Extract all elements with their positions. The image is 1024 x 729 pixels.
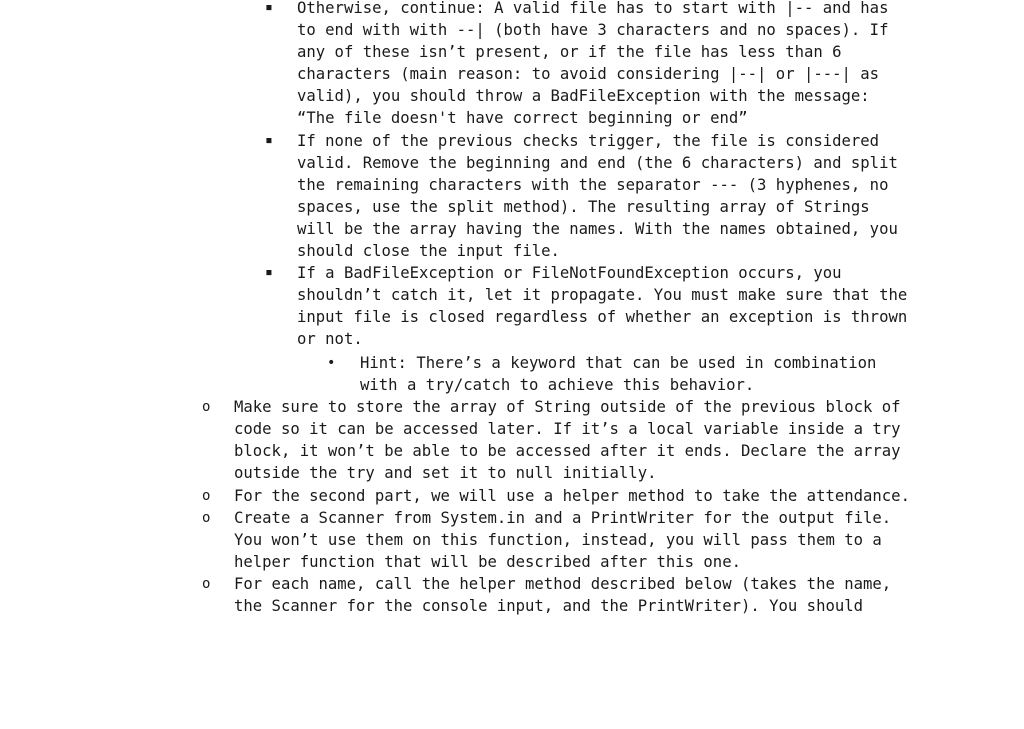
text-line: You won’t use them on this function, instead, you will pass them to a <box>234 531 882 549</box>
text-line: or not. <box>297 330 363 348</box>
text-line: shouldn’t catch it, let it propagate. You must make sure that the <box>297 286 908 304</box>
circle-bullet: o <box>202 510 211 526</box>
text-line: code so it can be accessed later. If it’s a local variable inside a try <box>234 420 901 438</box>
text-line: outside the try and set it to null initially. <box>234 464 657 482</box>
text-line: characters (main reason: to avoid considering |--| or |---| as <box>297 65 880 83</box>
text-line: “The file doesn't have correct beginning or end” <box>297 109 748 127</box>
text-line: input file is closed regardless of whether an exception is thrown <box>297 308 908 326</box>
text-line: helper function that will be described after this one. <box>234 553 741 571</box>
text-line: any of these isn’t present, or if the file has less than 6 <box>297 43 842 61</box>
square-bullet: ▪ <box>265 265 273 280</box>
square-bullet: ▪ <box>265 0 273 15</box>
text-line: with a try/catch to achieve this behavior. <box>360 376 755 394</box>
text-line: Otherwise, continue: A valid file has to start with |-- and has <box>297 0 889 17</box>
circle-bullet: o <box>202 399 211 415</box>
text-line: If a BadFileException or FileNotFoundException occurs, you <box>297 264 842 282</box>
text-line: Hint: There’s a keyword that can be used in combination <box>360 354 877 372</box>
text-line: the Scanner for the console input, and the PrintWriter). You should <box>234 597 864 615</box>
text-line: will be the array having the names. With the names obtained, you <box>297 220 898 238</box>
text-line: If none of the previous checks trigger, the file is considered <box>297 132 880 150</box>
text-line: should close the input file. <box>297 242 560 260</box>
text-line: Make sure to store the array of String outside of the previous block of <box>234 398 901 416</box>
circle-bullet: o <box>202 488 211 504</box>
text-line: valid. Remove the beginning and end (the 6 characters) and split <box>297 154 898 172</box>
text-line: spaces, use the split method). The resulting array of Strings <box>297 198 870 216</box>
text-line: to end with with --| (both have 3 characters and no spaces). If <box>297 21 889 39</box>
text-line: valid), you should throw a BadFileException with the message: <box>297 87 870 105</box>
text-line: For each name, call the helper method described below (takes the name, <box>234 575 892 593</box>
text-line: block, it won’t be able to be accessed after it ends. Declare the array <box>234 442 901 460</box>
text-line: For the second part, we will use a helper method to take the attendance. <box>234 487 910 505</box>
text-line: the remaining characters with the separator --- (3 hyphenes, no <box>297 176 889 194</box>
circle-bullet: o <box>202 576 211 592</box>
text-line: Create a Scanner from System.in and a PrintWriter for the output file. <box>234 509 892 527</box>
square-bullet: ▪ <box>265 133 273 148</box>
dot-bullet: • <box>327 355 336 371</box>
